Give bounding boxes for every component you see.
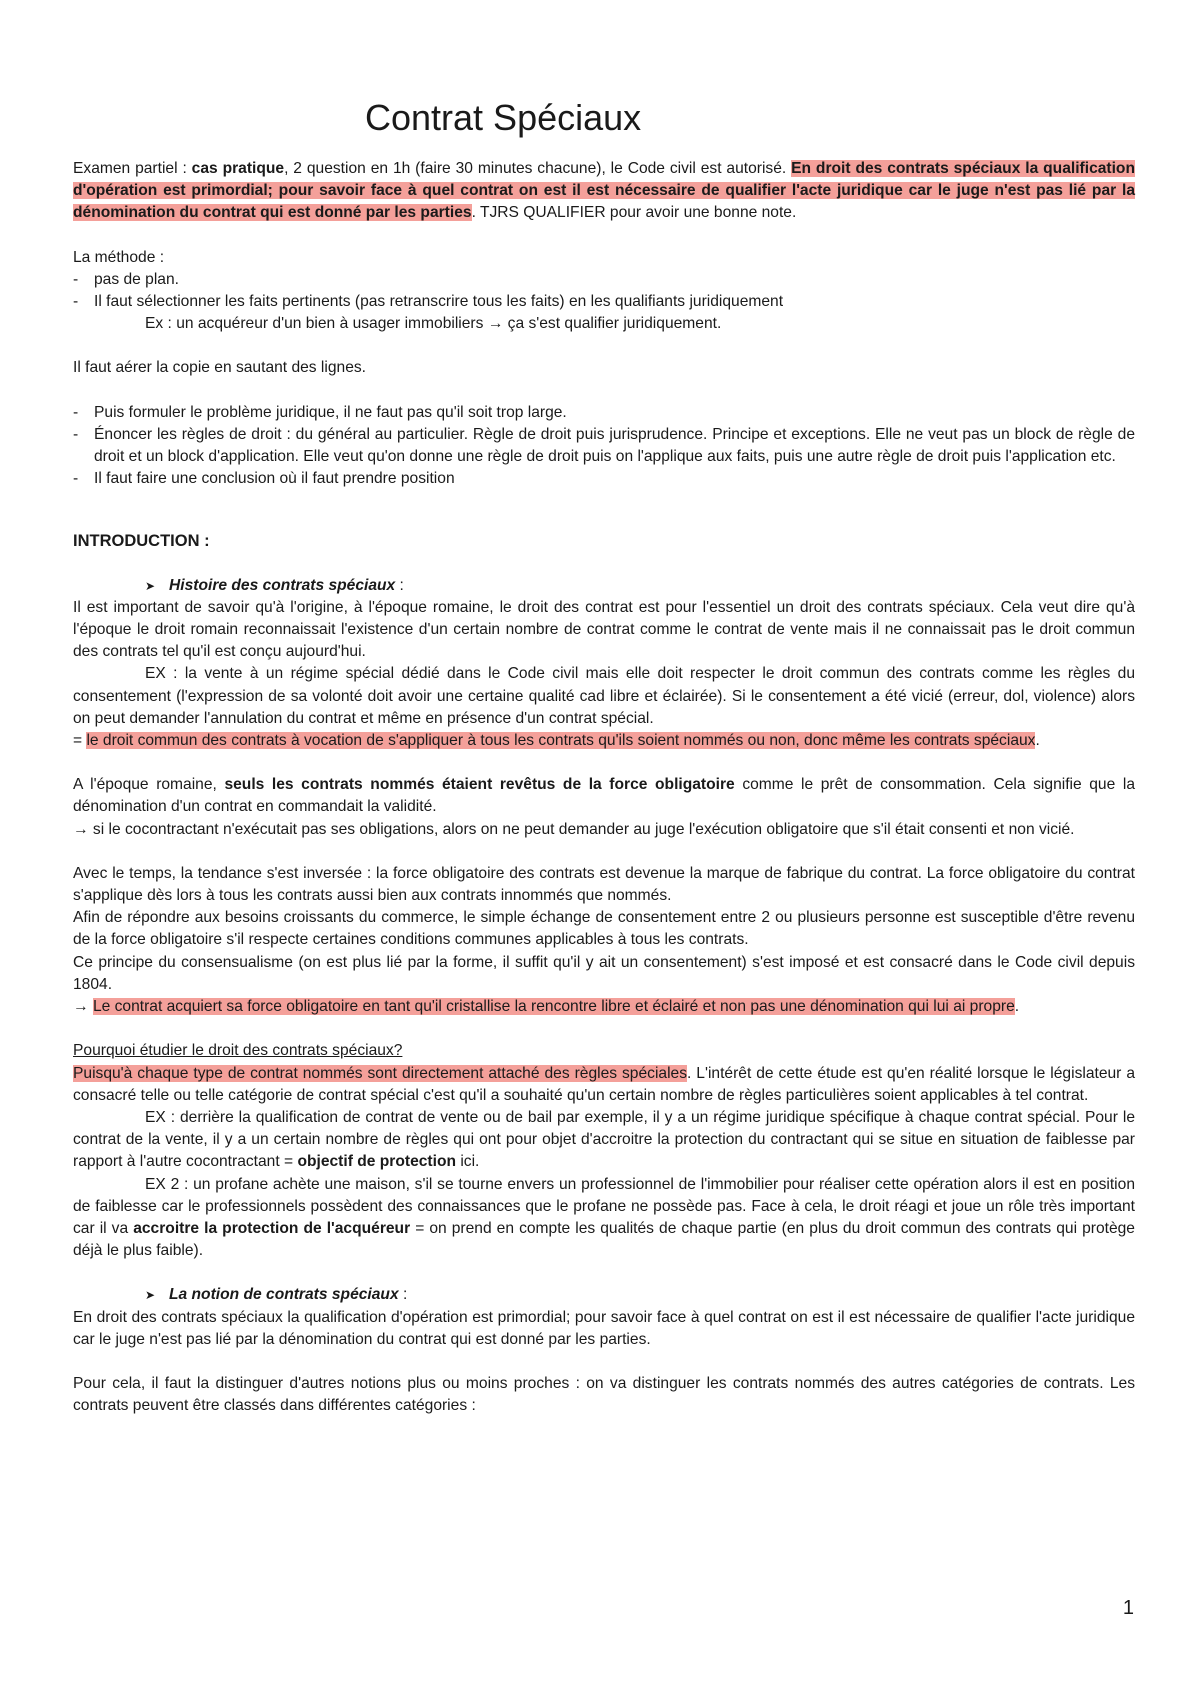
intro-highlight: En droit des contrats spéciaux la qualification d'opération est primordial; pour savoir face à quel contrat on est il est nécessaire de qualifier l'acte juridique car le juge n'est pas lié par la dénomination du contrat qui est donné par les parties	[73, 160, 1135, 222]
intro-text: , 2 question en 1h (faire 30 minutes chacune), le Code civil est autorisé.	[284, 160, 792, 177]
highlight: Le contrat acquiert sa force obligatoire en tant qu'il cristallise la rencontre libre et éclairé et non pas une dénomination qui lui ai propre	[92, 998, 1015, 1016]
paragraph: Pour cela, il faut la distinguer d'autres notions plus ou moins proches : on va distinguer les contrats nommés des autres catégories de contrats. Les contrats peuvent être classés dans différentes catégories :	[73, 1374, 1135, 1415]
list-item: - Il faut faire une conclusion où il faut prendre position	[73, 468, 1135, 490]
paragraph: En droit des contrats spéciaux la qualification d'opération est primordial; pour savoir face à quel contrat on est il est nécessaire de qualifier l'acte juridique car le juge n'est pas lié par la dénomination du contrat qui est donné par les parties.	[73, 1308, 1135, 1348]
paragraph: A l'époque romaine, seuls les contrats nommés étaient revêtus de la force obligatoire comme le prêt de consommation. Cela signifie que la dénomination d'un contrat en commandait la validité.	[73, 776, 1135, 816]
method-list-2	[73, 402, 1135, 491]
paragraph: Puisqu'à chaque type de contrat nommés sont directement attaché des règles spéciales. L'intérêt de cette étude est qu'en réalité lorsque le législateur a consacré telle ou telle catégorie de contrat spécial c'est qu'il a souhaité qu'un certain nombre de règles particulières soient applicables à tel contrat.	[73, 1064, 1136, 1104]
page-number: 1	[1122, 1597, 1134, 1619]
paragraph: → Le contrat acquiert sa force obligatoire en tant qu'il cristallise la rencontre libre et éclairé et non pas une dénomination qui lui ai propre.	[73, 998, 1020, 1016]
arrow-icon: ➤	[145, 578, 156, 593]
list-item: - Énoncer les règles de droit : du général au particulier. Règle de droit puis jurisprudence. Principe et exceptions. Elle ne veut pas un block de règle de droit et un block d'application. Elle veut qu'on donne une règle de droit puis on l'applique aux faits, puis une autre règle de droit puis l'application etc.	[73, 425, 1135, 466]
paragraph: Afin de répondre aux besoins croissants du commerce, le simple échange de consentement entre 2 ou plusieurs personne est susceptible d'être revenu de la force obligatoire s'il respecte certaines conditions communes applicables à tous les contrats.	[73, 909, 1135, 949]
method-list	[73, 269, 1135, 313]
method-aerer: Il faut aérer la copie en sautant des lignes.	[73, 359, 366, 377]
paragraph: EX : derrière la qualification de contrat de vente ou de bail par exemple, il y a un régime juridique spécifique à chaque contrat spécial. Pour le contrat de la vente, il y a un certain nombre de règles qui ont pour objet d'accroitre la protection du contractant qui se situe en situation de faiblesse par rapport à l'autre cocontractant = objectif de protection ici.	[73, 1108, 1135, 1171]
dash-icon: -	[73, 425, 79, 443]
intro-text: . TJRS QUALIFIER pour avoir une bonne note.	[471, 204, 797, 222]
dash-icon: -	[73, 470, 79, 488]
page-title: Contrat Spéciaux	[365, 97, 642, 138]
list-item: - Puis formuler le problème juridique, il ne faut pas qu'il soit trop large.	[73, 402, 1135, 424]
list-item: - Il faut sélectionner les faits pertinents (pas retranscrire tous les faits) en les qualifiants juridiquement	[73, 291, 1135, 313]
paragraph: Il est important de savoir qu'à l'origine, à l'époque romaine, le droit des contrat est pour l'essentiel un droit des contrats spéciaux. Cela veut dire qu'à l'époque le droit romain reconnaissait l'existence d'un certain nombre de contrat comme le contrat de vente mais il ne connaissait pas le droit commun des contrats tel qu'il est conçu aujourd'hui.	[73, 598, 1135, 661]
paragraph: → si le cocontractant n'exécutait pas ses obligations, alors on ne peut demander au juge l'exécution obligatoire que s'il était consenti et non vicié.	[73, 820, 1075, 838]
paragraph: Avec le temps, la tendance s'est inversée : la force obligatoire des contrats est devenue la marque de fabrique du contrat. La force obligatoire du contrat s'applique dès lors à tous les contrats aussi bien aux contrats innommés que nommés.	[73, 864, 1135, 905]
arrow-icon: ➤	[145, 1288, 156, 1303]
paragraph: EX 2 : un profane achète une maison, s'il se tourne envers un professionnel de l'immobilier pour réaliser cette opération alors il est en position de faiblesse car le professionnels possèdent des connaissances que le profane ne possède pas. Face à cela, le droit réagi et joue un rôle très important car il va accroitre la protection de l'acquéreur = on prend en compte les qualités de chaque partie (en plus du droit commun des contrats qui protège déjà le plus faible).	[73, 1175, 1135, 1260]
dash-icon: -	[73, 403, 79, 421]
document-page	[73, 96, 1135, 1417]
paragraph: = le droit commun des contrats à vocation de s'appliquer à tous les contrats qu'ils soient nommés ou non, donc même les contrats spéciaux.	[73, 732, 1040, 750]
paragraph: Ce principe du consensualisme (on est plus lié par la forme, il suffit qu'il y ait un consentement) s'est imposé et est consacré dans le Code civil depuis 1804.	[73, 953, 1135, 993]
paragraph: EX : la vente à un régime spécial dédié dans le Code civil mais elle doit respecter le droit commun des contrats comme les règles du consentement (l'expression de sa volonté doit avoir une certaine qualité cad libre et éclairée). Si le consentement a été vicié (erreur, dol, violence) alors on peut demander l'annulation du contrat et même en présence d'un contrat spécial.	[73, 665, 1135, 727]
method-heading: La méthode :	[73, 248, 165, 266]
introduction-heading: INTRODUCTION :	[73, 532, 210, 551]
why-heading: Pourquoi étudier le droit des contrats spéciaux?	[73, 1042, 403, 1060]
intro-bold: cas pratique	[191, 160, 285, 177]
dash-icon: -	[73, 270, 79, 288]
highlight: le droit commun des contrats à vocation de s'appliquer à tous les contrats qu'ils soient nommés ou non, donc même les contrats spéciaux	[86, 732, 1036, 750]
list-item: - pas de plan.	[73, 269, 1135, 291]
subheading-notion: ➤ La notion de contrats spéciaux :	[145, 1284, 1135, 1306]
intro-text: Examen partiel :	[73, 160, 192, 177]
intro-paragraph	[73, 158, 1135, 225]
subheading-histoire: ➤ Histoire des contrats spéciaux :	[145, 575, 1135, 597]
dash-icon: -	[73, 293, 79, 311]
highlight: Puisqu'à chaque type de contrat nommés sont directement attaché des règles spéciales	[73, 1064, 688, 1082]
method-example: Ex : un acquéreur d'un bien à usager immobiliers → ça s'est qualifier juridiquement.	[145, 315, 722, 333]
